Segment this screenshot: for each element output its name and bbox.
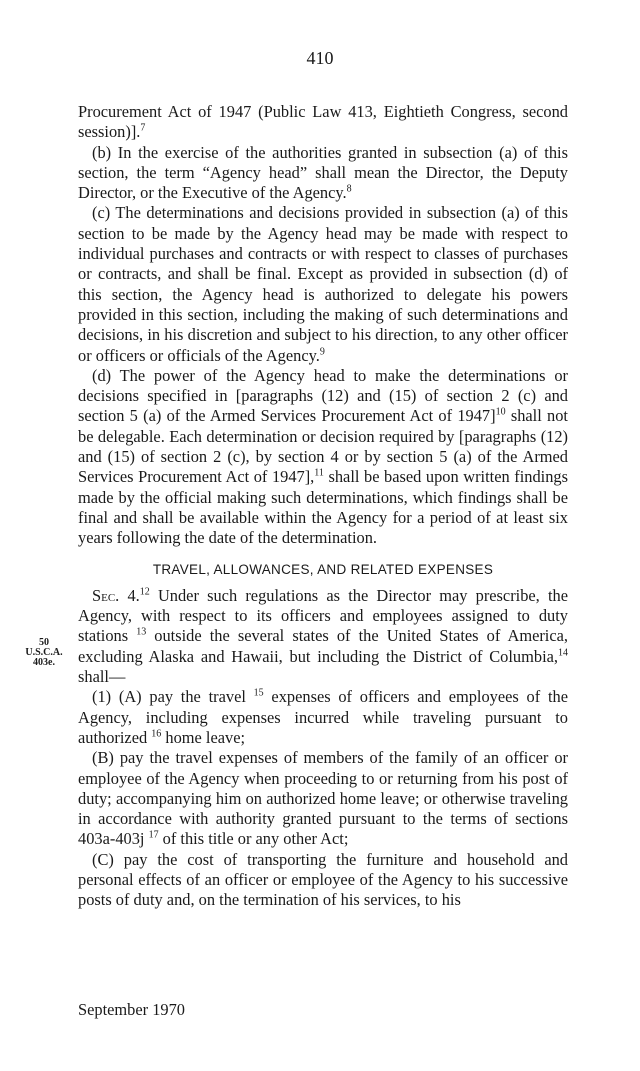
footnote-ref: 10: [495, 406, 506, 418]
paragraph-d: [78, 366, 568, 549]
paragraph-text: of this title or any other Act;: [158, 829, 349, 849]
paragraph-text: expenses of officers and employees of the Agency, including expenses incurred while traveling pursuant to authorized: [78, 687, 568, 747]
footnote-ref: 8: [346, 183, 352, 195]
margin-citation-code: U.S.C.A.: [25, 647, 63, 658]
margin-citation: [18, 638, 70, 668]
page-number: 410: [306, 48, 334, 68]
paragraph-text: (B) pay the travel expenses of members of the family of an officer or employee of the Agency when proceeding to or returning from his post of duty; accompanying him on authorized home leave; or otherwise traveling in accordance with authority granted pursuant to the terms of sections 403a-403j: [78, 748, 568, 849]
margin-citation-title: 50: [39, 637, 49, 648]
paragraph-text: Under such regulations as the Director may prescribe, the Agency, with respect to its officers and employees assigned to duty stations: [78, 585, 568, 646]
paragraph: [78, 102, 568, 143]
footnote-ref: 15: [253, 687, 264, 699]
clause-1a: [78, 687, 568, 748]
margin-citation-section: 403e.: [33, 657, 55, 668]
footer-date: September 1970: [78, 1000, 185, 1019]
paragraph-text: (b) In the exercise of the authorities granted in subsection (a) of this section, the term “Agency head” shall mean the Director, the Deputy Director, or the Executive of the Agency.: [78, 142, 568, 203]
footnote-ref: 9: [319, 346, 325, 358]
footnote-ref: 7: [140, 122, 146, 134]
paragraph-text: home leave;: [161, 727, 246, 747]
footnote-ref: 14: [558, 647, 568, 659]
paragraph-text: Procurement Act of 1947 (Public Law 413, Eightieth Congress, second session)].: [78, 102, 568, 142]
paragraph-c: [78, 203, 568, 365]
paragraph-text: shall—: [78, 667, 126, 687]
section-heading: TRAVEL, ALLOWANCES, AND RELATED EXPENSES: [152, 561, 494, 577]
paragraph-text: (d) The power of the Agency head to make the determinations or decisions specified in [paragraphs (12) and (15) of section 2 (c) and section 5 (a) of the Armed Services Procurement Act of 1947]: [78, 365, 568, 426]
paragraph-text: shall not be delegable. Each determination or decision required by [paragraphs (12) and (15) of section 2 (c), by section 4 or by section 5 (a) of the Armed Services Procurement Act of 1947],: [78, 406, 568, 487]
footnote-ref: 12: [139, 586, 150, 598]
paragraph-text: shall be based upon written findings made by the official making such determinations, which findings shall be final and shall be available within the Agency for a period of at least six years following the date of the determination.: [78, 467, 568, 548]
section-number: 4.: [119, 585, 140, 605]
footnote-ref: 11: [314, 467, 324, 479]
footnote-ref: 13: [136, 626, 147, 638]
clause-b: [78, 748, 568, 849]
footnote-ref: 16: [151, 728, 162, 740]
paragraph-text: outside the several states of the United States of America, excluding Alaska and Hawaii, but including the District of Columbia,: [78, 626, 568, 666]
body-text: [78, 102, 568, 911]
paragraph-text: (1) (A) pay the travel: [92, 687, 254, 707]
footnote-ref: 17: [148, 829, 159, 841]
section-label: Sec.: [92, 585, 120, 605]
clause-c: (C) pay the cost of transporting the furniture and household and personal effects of an officer or employee of the Agency to his successive posts of duty and, on the termination of his services, to his: [78, 849, 568, 910]
paragraph-b: [78, 143, 568, 204]
section-4: [78, 586, 568, 687]
paragraph-text: (c) The determinations and decisions provided in subsection (a) of this section to be made by the Agency head may be made with respect to individual purchases and contracts or with respect to classes of purchases or contracts, and shall be final. Except as provided in subsection (d) of this section, the Agency head is authorized to delegate his powers provided in this section, including the making of such determinations and decisions, in his discretion and subject to his direction, to any other officer or officers or officials of the Agency.: [78, 203, 568, 365]
